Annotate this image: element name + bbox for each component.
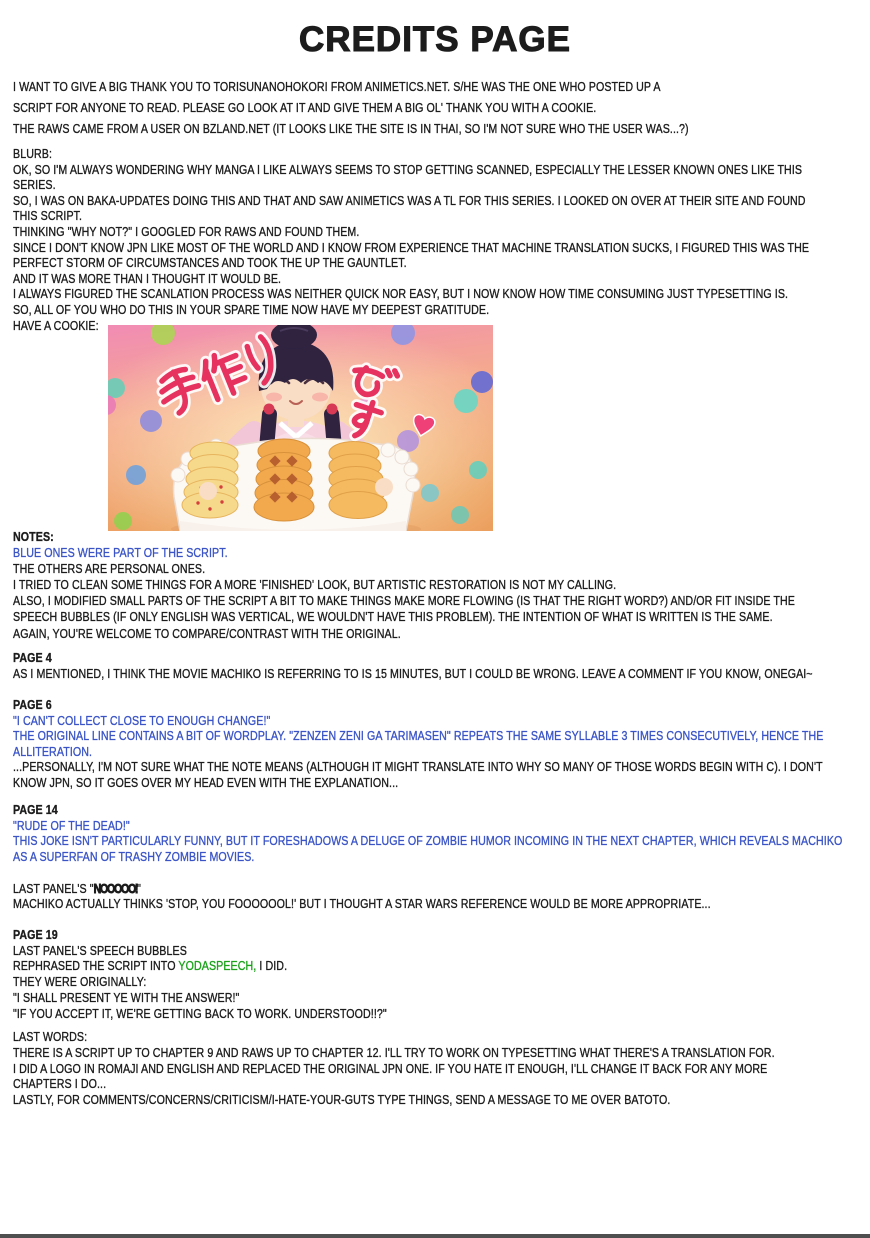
body-text: ...PERSONALLY, I'M NOT SURE WHAT THE NOTE MEANS (ALTHOUGH IT MIGHT TRANSLATE INTO WHY SO MANY OF THOSE WORDS BEGIN WITH C). I DON'T (13, 759, 823, 775)
text-line (13, 1029, 870, 1045)
body-text: PERFECT STORM OF CIRCUMSTANCES AND TOOK THE UP THE GAUNTLET. (13, 255, 407, 271)
cookies-left-row (182, 442, 238, 518)
text-line (13, 593, 870, 609)
text-line (13, 193, 870, 209)
text-line (13, 990, 870, 1006)
script-note-text: THIS JOKE ISN'T PARTICULARLY FUNNY, BUT IT FORESHADOWS A DELUGE OF ZOMBIE HUMOR INCOMING IN THE NEXT CHAPTER, WHICH REVEALS MACHIKO (13, 833, 843, 849)
text-line (13, 545, 870, 561)
text-line (13, 1092, 870, 1108)
bottom-border (0, 1234, 870, 1238)
body-text: LAST PANEL'S " (13, 880, 94, 896)
text-line (13, 577, 870, 593)
script-note-text: "I CAN'T COLLECT CLOSE TO ENOUGH CHANGE!" (13, 712, 271, 728)
section-heading: PAGE 4 (13, 650, 52, 665)
text-line (13, 1061, 870, 1077)
text-line (13, 759, 870, 775)
body-text: SERIES. (13, 177, 56, 193)
body-text: I WANT TO GIVE A BIG THANK YOU TO TORISUNANOHOKORI FROM ANIMETICS.NET. S/HE WAS THE ONE WHO POSTED UP A (13, 79, 661, 94)
body-text: SPEECH BUBBLES (IF ONLY ENGLISH WAS VERTICAL, WE WOULDN'T HAVE THIS PROBLEM). THE INTENTION OF WHAT IS WRITTEN IS THE SAME. (13, 609, 773, 625)
body-text: OK, SO I'M ALWAYS WONDERING WHY MANGA I LIKE ALWAYS SEEMS TO STOP GETTING SCANNED, ESPECIALLY THE LESSER KNOWN ONES LIKE THIS (13, 161, 803, 177)
text-line (13, 1006, 870, 1022)
text-line (13, 775, 870, 791)
shout-text: NOOOOO! (93, 880, 138, 896)
script-note-text: ALLITERATION. (13, 743, 93, 759)
section-notes (13, 529, 870, 642)
text-line (13, 224, 870, 240)
body-text: CHAPTERS I DO... (13, 1076, 107, 1092)
text-line (13, 146, 870, 162)
text-line (13, 896, 870, 912)
text-line (13, 818, 870, 834)
page-title: CREDITS PAGE (299, 20, 571, 59)
text-line (13, 97, 870, 118)
text-line (13, 927, 870, 943)
body-text: AGAIN, YOU'RE WELCOME TO COMPARE/CONTRAST WITH THE ORIGINAL. (13, 625, 401, 641)
section-page6 (13, 697, 870, 791)
section-heading: PAGE 19 (13, 927, 58, 942)
body-text: MACHIKO ACTUALLY THINKS 'STOP, YOU FOOOOOOL!' BUT I THOUGHT A STAR WARS REFERENCE WOULD BE MORE APPROPRIATE... (13, 896, 711, 912)
script-note-text: BLUE ONES WERE PART OF THE SCRIPT. (13, 545, 228, 561)
section-lastwords (13, 1029, 870, 1108)
body-text: "I SHALL PRESENT YE WITH THE ANSWER!" (13, 989, 240, 1005)
text-line (13, 802, 870, 818)
text-line (13, 650, 870, 666)
body-text: SCRIPT FOR ANYONE TO READ. PLEASE GO LOOK AT IT AND GIVE THEM A BIG OL' THANK YOU WITH A COOKIE. (13, 100, 597, 115)
text-line (13, 561, 870, 577)
text-line (13, 626, 870, 642)
script-note-text: AS A SUPERFAN OF TRASHY ZOMBIE MOVIES. (13, 849, 255, 865)
body-text: I TRIED TO CLEAN SOME THINGS FOR A MORE 'FINISHED' LOOK, BUT ARTISTIC RESTORATION IS NOT MY CALLING. (13, 577, 617, 593)
body-text: "IF YOU ACCEPT IT, WE'RE GETTING BACK TO WORK. UNDERSTOOD!!?" (13, 1005, 387, 1021)
text-line (13, 162, 870, 178)
body-text: SO, I WAS ON BAKA-UPDATES DOING THIS AND THAT AND SAW ANIMETICS WAS A TL FOR THIS SERIES. I LOOKED ON OVER AT THEIR SITE AND FOUND (13, 192, 806, 208)
text-line (13, 865, 870, 881)
text-line (13, 76, 870, 97)
text-line (13, 302, 870, 318)
section-heading: NOTES: (13, 529, 54, 544)
text-line (13, 849, 870, 865)
text-line (13, 697, 870, 713)
body-text: I DID A LOGO IN ROMAJI AND ENGLISH AND REPLACED THE ORIGINAL JPN ONE. IF YOU HATE IT ENOUGH, I'LL CHANGE IT BACK FOR ANY MORE (13, 1060, 768, 1076)
body-text: I ALWAYS FIGURED THE SCANLATION PROCESS WAS NEITHER QUICK NOR EASY, BUT I NOW KNOW HOW TIME CONSUMING JUST TYPESETTING IS. (13, 286, 789, 302)
section-page19 (13, 927, 870, 1021)
text-line (13, 1076, 870, 1092)
text-line (13, 208, 870, 224)
section-blurb (13, 146, 870, 333)
body-text: BLURB: (13, 146, 53, 161)
body-text: SO, ALL OF YOU WHO DO THIS IN YOUR SPARE TIME NOW HAVE MY DEEPEST GRATITUDE. (13, 301, 490, 317)
body-text: LAST PANEL'S SPEECH BUBBLES (13, 942, 187, 958)
yodaspeech-text: YODASPEECH, (178, 958, 257, 974)
left-hand (199, 482, 217, 500)
text-line (13, 974, 870, 990)
cookie-photo (108, 325, 493, 531)
script-note-text: "RUDE OF THE DEAD!" (13, 817, 130, 833)
section-thanks (13, 76, 870, 139)
section-page14 (13, 802, 870, 912)
body-text: LAST WORDS: (13, 1029, 88, 1044)
body-text: ALSO, I MODIFIED SMALL PARTS OF THE SCRIPT A BIT TO MAKE THINGS MAKE MORE FLOWING (IS THAT THE RIGHT WORD?) AND/OR FIT INSIDE THE (13, 593, 795, 609)
body-text: AS I MENTIONED, I THINK THE MOVIE MACHIKO IS REFERRING TO IS 15 MINUTES, BUT I COULD BE WRONG. LEAVE A COMMENT IF YOU KNOW, ONEGAI~ (13, 666, 813, 681)
text-line (13, 271, 870, 287)
body-text: THE RAWS CAME FROM A USER ON BZLAND.NET (IT LOOKS LIKE THE SITE IS IN THAI, SO I'M NOT SURE WHO THE USER WAS...?) (13, 121, 689, 136)
text-line (13, 728, 870, 744)
body-text: LASTLY, FOR COMMENTS/CONCERNS/CRITICISM/I-HATE-YOUR-GUTS TYPE THINGS, SEND A MESSAGE TO ME OVER BATOTO. (13, 1092, 671, 1108)
text-line (13, 609, 870, 625)
body-text: SINCE I DON'T KNOW JPN LIKE MOST OF THE WORLD AND I KNOW FROM EXPERIENCE THAT MACHINE TRANSLATION SUCKS, I FIGURED THIS WAS THE (13, 239, 810, 255)
section-page4 (13, 650, 870, 682)
text-line (13, 286, 870, 302)
section-heading: PAGE 6 (13, 697, 52, 712)
body-text: THINKING "WHY NOT?" I GOOGLED FOR RAWS AND FOUND THEM. (13, 223, 360, 239)
section-heading: PAGE 14 (13, 802, 58, 817)
body-text: THERE IS A SCRIPT UP TO CHAPTER 9 AND RAWS UP TO CHAPTER 12. I'LL TRY TO WORK ON TYPESETTING WHAT THERE'S A TRANSLATION FOR. (13, 1044, 775, 1060)
text-line (13, 943, 870, 959)
right-hand (375, 478, 393, 496)
text-line (13, 177, 870, 193)
cookies-middle-row (254, 439, 314, 521)
body-text: THIS SCRIPT. (13, 208, 83, 224)
text-line (13, 833, 870, 849)
body-text: THE OTHERS ARE PERSONAL ONES. (13, 561, 206, 577)
text-line (13, 118, 870, 139)
text-line (13, 255, 870, 271)
text-line (13, 666, 870, 682)
script-note-text: THE ORIGINAL LINE CONTAINS A BIT OF WORDPLAY. "ZENZEN ZENI GA TARIMASEN" REPEATS THE SAME SYLLABLE 3 TIMES CONSECUTIVELY, HENCE THE (13, 728, 824, 744)
text-line (13, 1045, 870, 1061)
text-line (13, 529, 870, 545)
body-text: THEY WERE ORIGINALLY: (13, 974, 147, 990)
text-line (13, 744, 870, 760)
cookies-right-row (329, 442, 387, 519)
body-text: KNOW JPN, SO IT GOES OVER MY HEAD EVEN WITH THE EXPLANATION... (13, 774, 399, 790)
text-line (13, 240, 870, 256)
body-text: " (137, 880, 142, 896)
body-text: REPHRASED THE SCRIPT INTO (13, 958, 179, 974)
body-text: I DID. (256, 958, 288, 974)
body-text: HAVE A COOKIE: (13, 317, 99, 333)
text-line (13, 881, 870, 897)
text-line (13, 713, 870, 729)
body-text: AND IT WAS MORE THAN I THOUGHT IT WOULD BE. (13, 270, 282, 286)
cookie-tray (171, 438, 420, 531)
text-line (13, 958, 870, 974)
